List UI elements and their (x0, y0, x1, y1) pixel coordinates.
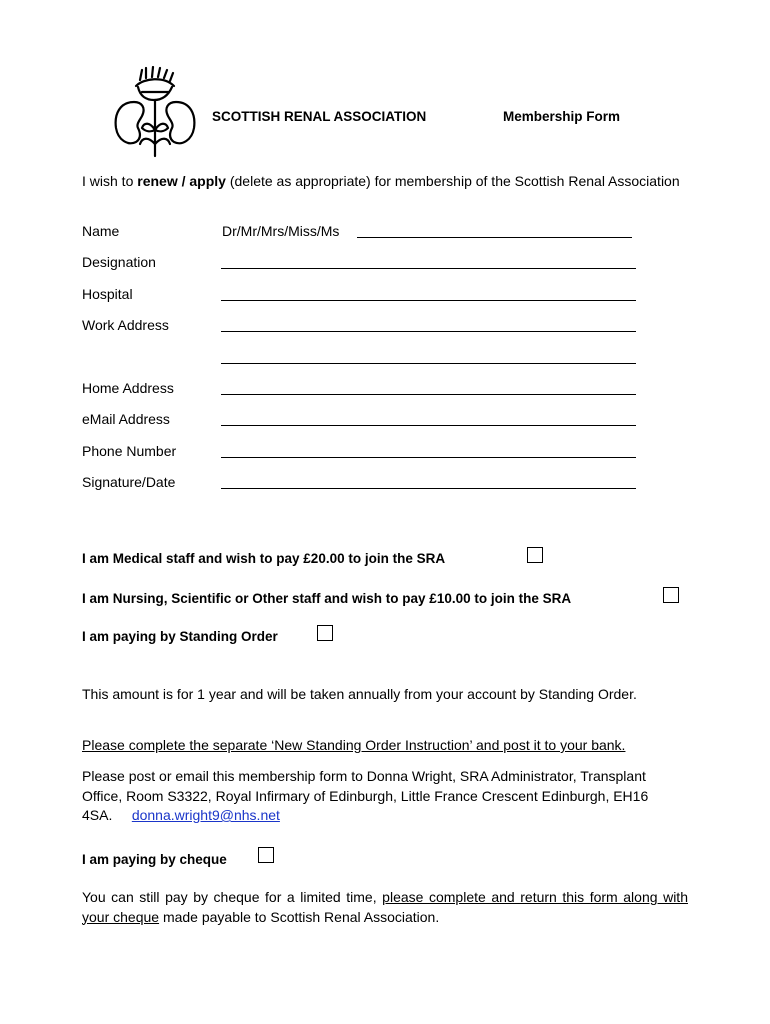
cheque-checkbox[interactable] (258, 847, 274, 863)
standing-order-checkbox[interactable] (317, 625, 333, 641)
intro-statement (82, 172, 687, 191)
cheque-note-suffix: made payable to Scottish Renal Association. (159, 908, 440, 925)
organization-name: SCOTTISH RENAL ASSOCIATION (212, 109, 427, 124)
home-address-label: Home Address (82, 380, 174, 396)
cheque-note-prefix: You can still pay by cheque for a limited time, (82, 889, 383, 905)
work-address-field[interactable] (221, 331, 636, 332)
designation-field[interactable] (221, 268, 636, 269)
standing-order-option: I am paying by Standing Order (82, 629, 278, 644)
cheque-note (82, 888, 688, 927)
intro-suffix: (delete as appropriate) for membership of the Scottish Renal Association (225, 173, 680, 189)
medical-staff-checkbox[interactable] (527, 547, 543, 563)
email-label: eMail Address (82, 411, 170, 427)
cheque-note-underlined: please complete and return this form along with your cheque (82, 889, 688, 925)
hospital-field[interactable] (221, 300, 636, 301)
nursing-staff-option: I am Nursing, Scientific or Other staff and wish to pay £10.00 to join the SRA (82, 591, 572, 606)
medical-staff-option: I am Medical staff and wish to pay £20.00 to join the SRA (82, 551, 446, 566)
name-field[interactable] (357, 237, 632, 238)
cheque-option: I am paying by cheque (82, 852, 227, 867)
work-address-field-line-2[interactable] (221, 363, 636, 364)
email-field[interactable] (221, 425, 636, 426)
nursing-staff-checkbox[interactable] (663, 587, 679, 603)
work-address-label: Work Address (82, 317, 169, 333)
intro-choice: renew / apply (137, 173, 226, 189)
home-address-field[interactable] (221, 394, 636, 395)
postal-instructions (82, 767, 662, 826)
form-title: Membership Form (503, 109, 621, 124)
phone-label: Phone Number (82, 443, 177, 459)
name-label: Name (82, 223, 120, 239)
intro-prefix: I wish to (82, 173, 138, 189)
administrator-email-link[interactable]: donna.wright9@nhs.net (131, 807, 280, 823)
hospital-label: Hospital (82, 286, 133, 302)
title-options: Dr/Mr/Mrs/Miss/Ms (222, 223, 340, 239)
designation-label: Designation (82, 254, 156, 270)
sra-thistle-kidney-logo (110, 66, 200, 158)
phone-field[interactable] (221, 457, 636, 458)
annual-payment-note: This amount is for 1 year and will be taken annually from your account by Standing Order. (82, 686, 637, 702)
signature-label: Signature/Date (82, 474, 176, 490)
postal-text: Please post or email this membership form to Donna Wright, SRA Administrator, Transplant Office, Room S3322, Royal Infirmary of Edinburgh, Little France Crescent Edinburgh, EH16 4SA. (82, 768, 649, 823)
signature-field[interactable] (221, 488, 636, 489)
standing-order-instruction: Please complete the separate ‘New Standing Order Instruction’ and post it to your bank. (82, 737, 626, 753)
